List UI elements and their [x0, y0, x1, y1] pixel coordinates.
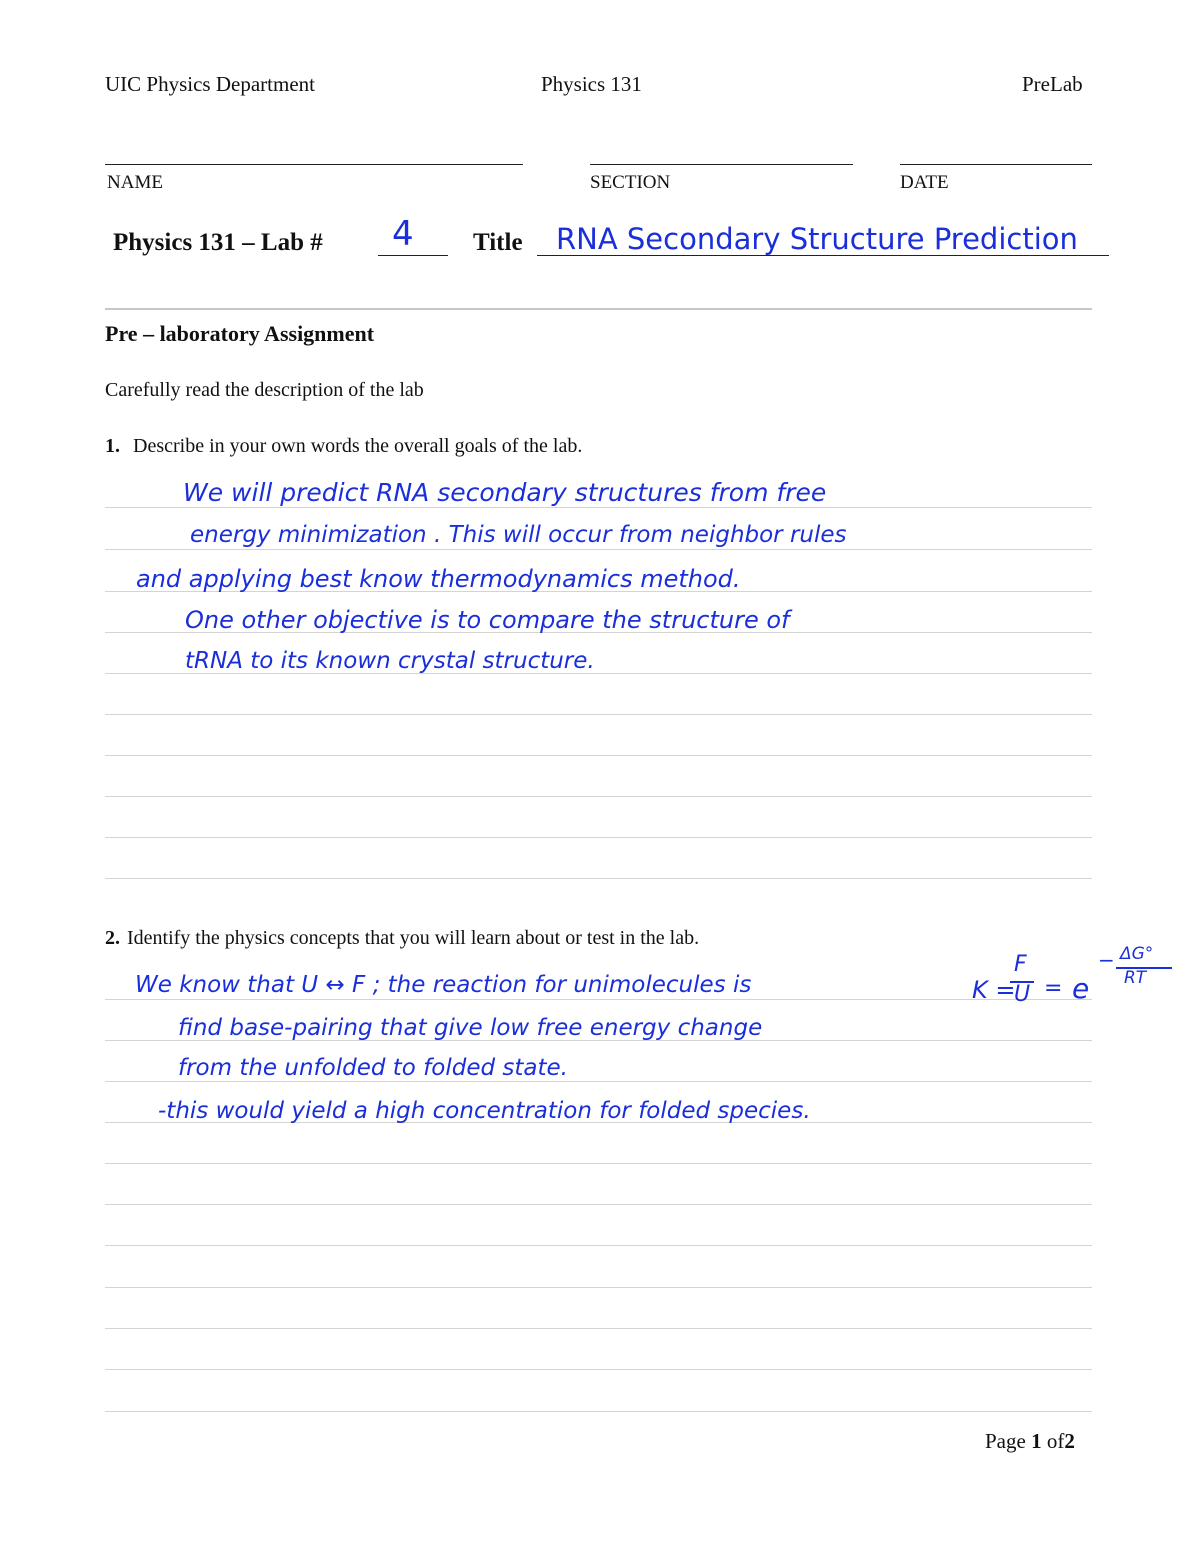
answer-2-line-4: -this would yield a high concentration for folded species.	[158, 1098, 811, 1124]
answer-rule	[105, 1411, 1092, 1412]
answer-rule	[105, 796, 1092, 797]
equation-exp-numerator: ΔG°	[1120, 944, 1154, 964]
answer-rule	[105, 507, 1092, 508]
answer-rule	[105, 878, 1092, 879]
lab-number-line[interactable]	[378, 255, 448, 256]
equation-frac-denominator: U	[1014, 982, 1031, 1007]
name-field-line[interactable]	[105, 164, 523, 165]
question-1-prompt: Describe in your own words the overall goals of the lab.	[133, 435, 583, 457]
answer-rule	[105, 837, 1092, 838]
lab-number-value: 4	[392, 214, 414, 254]
header-prelab: PreLab	[1022, 72, 1083, 96]
equation-lhs: K =	[972, 976, 1016, 1004]
page-indicator	[985, 1429, 1075, 1454]
answer-1-line-2: energy minimization . This will occur from neighbor rules	[190, 522, 847, 548]
title-label: Title	[473, 229, 523, 256]
section-divider	[105, 308, 1092, 310]
answer-rule	[105, 1245, 1092, 1246]
question-2-number: 2.	[105, 927, 120, 949]
equation-frac-numerator: F	[1014, 952, 1027, 977]
answer-2-line-1: We know that U ↔ F ; the reaction for unimolecules is	[135, 972, 752, 998]
title-value: RNA Secondary Structure Prediction	[556, 222, 1078, 256]
header-course: Physics 131	[541, 72, 642, 96]
answer-rule	[105, 755, 1092, 756]
answer-1-line-5: tRNA to its known crystal structure.	[185, 648, 595, 674]
answer-rule	[105, 1204, 1092, 1205]
answer-2-line-2: find base-pairing that give low free energy change	[178, 1015, 763, 1041]
answer-rule	[105, 999, 1092, 1000]
equation-base: e	[1072, 972, 1090, 1005]
answer-rule	[105, 1328, 1092, 1329]
answer-rule	[105, 1287, 1092, 1288]
date-field-line[interactable]	[900, 164, 1092, 165]
answer-rule	[105, 1163, 1092, 1164]
page-current: 1	[1031, 1429, 1042, 1453]
question-2-prompt: Identify the physics concepts that you will learn about or test in the lab.	[127, 927, 700, 949]
answer-1-line-3: and applying best know thermodynamics method.	[136, 565, 741, 593]
answer-rule	[105, 549, 1092, 550]
section-field-line[interactable]	[590, 164, 853, 165]
equation-equals: =	[1044, 976, 1063, 1001]
lab-number-label: Physics 131 – Lab #	[113, 229, 323, 256]
answer-2-line-3: from the unfolded to folded state.	[178, 1055, 568, 1081]
date-label: DATE	[900, 172, 949, 193]
answer-1-line-4: One other objective is to compare the structure of	[185, 606, 790, 634]
page-total: 2	[1064, 1429, 1075, 1453]
equation-exp-denominator: RT	[1124, 968, 1147, 988]
question-1-number: 1.	[105, 435, 120, 457]
equation-exp-sign: −	[1098, 948, 1115, 972]
intro-text: Carefully read the description of the lab	[105, 379, 424, 401]
header-department: UIC Physics Department	[105, 72, 315, 96]
section-heading: Pre – laboratory Assignment	[105, 321, 375, 346]
section-label: SECTION	[590, 172, 671, 193]
page-of-word: of	[1046, 1429, 1065, 1453]
answer-rule	[105, 1369, 1092, 1370]
name-label: NAME	[107, 172, 163, 193]
answer-rule	[105, 1081, 1092, 1082]
answer-1-line-1: We will predict RNA secondary structures from free	[183, 478, 827, 507]
answer-rule	[105, 714, 1092, 715]
page-word: Page	[985, 1429, 1026, 1453]
